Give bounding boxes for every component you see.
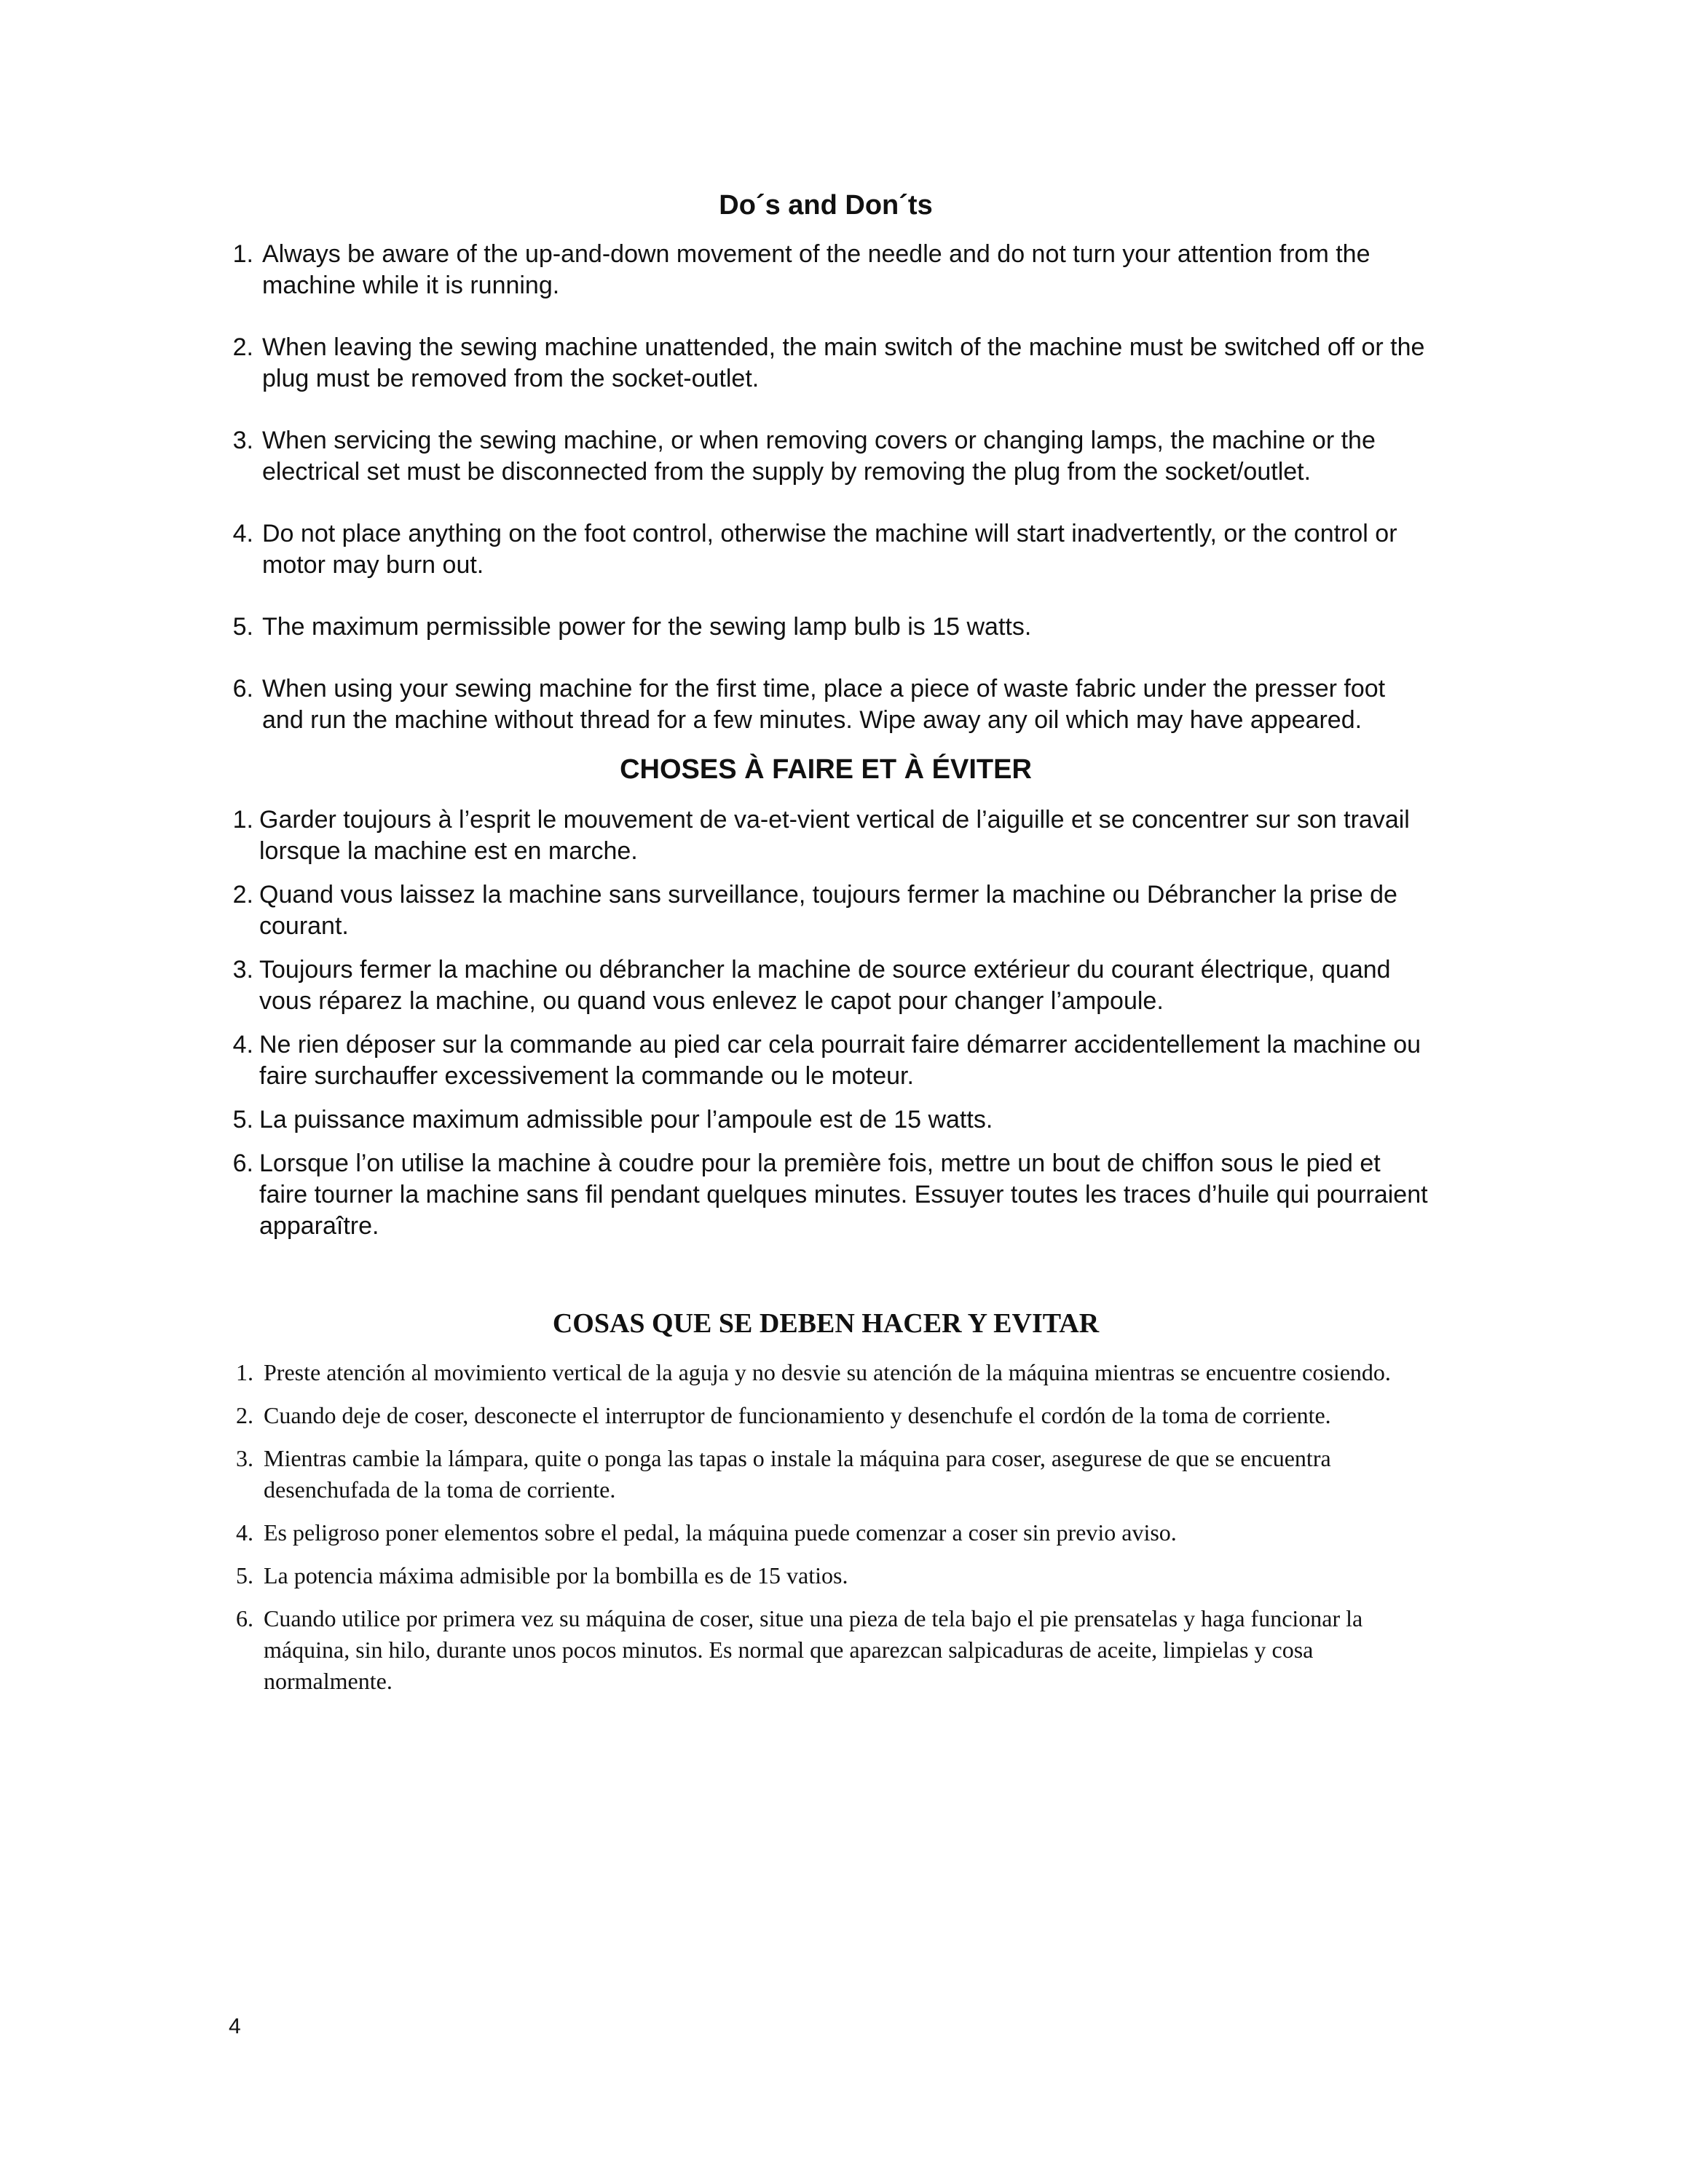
- list-item: [221, 1104, 1430, 1136]
- item-text: Preste atención al movimiento vertical de la aguja y no desvie su atención de la máquina mientras se encuentre cosiendo.: [264, 1359, 1391, 1385]
- heading-english: Do´s and Don´ts: [719, 190, 933, 221]
- section-spanish: [221, 1306, 1430, 1697]
- page-number: 4: [229, 2014, 241, 2038]
- list-item: [221, 1357, 1430, 1388]
- item-number: 3.: [236, 1445, 253, 1471]
- item-number: 4.: [236, 1519, 253, 1546]
- list-item: [221, 879, 1430, 942]
- list-item: [221, 1603, 1430, 1697]
- list-item: [221, 1560, 1430, 1591]
- item-number: 3.: [232, 956, 253, 984]
- item-text: La puissance maximum admissible pour l’ampoule est de 15 watts.: [259, 1106, 993, 1133]
- item-number: 1.: [232, 806, 253, 834]
- item-text: Cuando utilice por primera vez su máquina de coser, situe una pieza de tela bajo el pie prensatelas y haga funcionar la máquina, sin hilo, durante unos pocos minutos. Es normal que aparezcan salpicaduras de aceite, limpielas y cosa normalmente.: [264, 1605, 1363, 1694]
- item-number: 4.: [232, 1031, 253, 1059]
- item-text: Always be aware of the up-and-down movement of the needle and do not turn your attention from the machine while it is running.: [262, 240, 1370, 299]
- list-item: [221, 1148, 1430, 1242]
- list-item: [221, 1400, 1430, 1431]
- item-text: Quand vous laissez la machine sans surveillance, toujours fermer la machine ou Débrancher la prise de courant.: [259, 881, 1397, 940]
- list-item: [221, 804, 1430, 867]
- item-text: Do not place anything on the foot control, otherwise the machine will start inadvertently, or the control or motor may burn out.: [262, 520, 1397, 579]
- item-text: La potencia máxima admisible por la bombilla es de 15 vatios.: [264, 1562, 848, 1588]
- list-english: [221, 239, 1430, 736]
- item-number: 4.: [232, 520, 253, 547]
- list-item: [221, 673, 1430, 736]
- list-item: [221, 612, 1430, 643]
- item-text: Ne rien déposer sur la commande au pied car cela pourrait faire démarrer accidentellement la machine ou faire surchauffer excessivement la commande ou le moteur.: [259, 1031, 1421, 1090]
- item-text: Garder toujours à l’esprit le mouvement de va-et-vient vertical de l’aiguille et se concentrer sur son travail lorsque la machine est en marche.: [259, 806, 1410, 865]
- section-french: [221, 752, 1430, 1242]
- page-content: [221, 188, 1430, 1697]
- heading-spanish: COSAS QUE SE DEBEN HACER Y EVITAR: [552, 1308, 1100, 1339]
- section-english: [221, 188, 1430, 736]
- item-number: 5.: [232, 613, 253, 641]
- heading-french: CHOSES À FAIRE ET À ÉVITER: [620, 754, 1032, 785]
- list-item: [221, 425, 1430, 488]
- item-number: 6.: [232, 1150, 253, 1177]
- item-text: Cuando deje de coser, desconecte el interruptor de funcionamiento y desenchufe el cordón de la toma de corriente.: [264, 1402, 1331, 1428]
- item-text: Es peligroso poner elementos sobre el pedal, la máquina puede comenzar a coser sin previo aviso.: [264, 1519, 1177, 1546]
- item-number: 1.: [236, 1359, 253, 1385]
- item-number: 5.: [236, 1562, 253, 1588]
- item-text: Lorsque l’on utilise la machine à coudre pour la première fois, mettre un bout de chiffon sous le pied et faire tourner la machine sans fil pendant quelques minutes. Essuyer toutes les traces d’huile qui pourraient apparaître.: [259, 1150, 1428, 1240]
- list-item: [221, 954, 1430, 1017]
- list-item: [221, 1443, 1430, 1506]
- item-number: 2.: [232, 881, 253, 909]
- item-number: 6.: [232, 675, 253, 703]
- list-item: [221, 332, 1430, 395]
- list-item: [221, 1029, 1430, 1092]
- item-text: The maximum permissible power for the sewing lamp bulb is 15 watts.: [262, 613, 1032, 641]
- list-item: [221, 518, 1430, 581]
- list-item: [221, 239, 1430, 301]
- item-text: Mientras cambie la lámpara, quite o ponga las tapas o instale la máquina para coser, asegurese de que se encuentra desenchufada de la toma de corriente.: [264, 1445, 1331, 1503]
- item-number: 5.: [232, 1106, 253, 1133]
- item-number: 1.: [232, 240, 253, 268]
- list-item: [221, 1517, 1430, 1548]
- list-french: [221, 804, 1430, 1242]
- item-number: 3.: [232, 427, 253, 454]
- item-text: Toujours fermer la machine ou débrancher la machine de source extérieur du courant électrique, quand vous réparez la machine, ou quand vous enlevez le capot pour changer l’ampoule.: [259, 956, 1391, 1015]
- item-text: When servicing the sewing machine, or when removing covers or changing lamps, the machine or the electrical set must be disconnected from the supply by removing the plug from the socket/outlet.: [262, 427, 1376, 486]
- item-number: 2.: [232, 333, 253, 361]
- list-spanish: [221, 1357, 1430, 1697]
- item-number: 6.: [236, 1605, 253, 1631]
- item-text: When using your sewing machine for the first time, place a piece of waste fabric under the presser foot and run the machine without thread for a few minutes. Wipe away any oil which may have appeared.: [262, 675, 1386, 734]
- item-text: When leaving the sewing machine unattended, the main switch of the machine must be switched off or the plug must be removed from the socket-outlet.: [262, 333, 1425, 392]
- item-number: 2.: [236, 1402, 253, 1428]
